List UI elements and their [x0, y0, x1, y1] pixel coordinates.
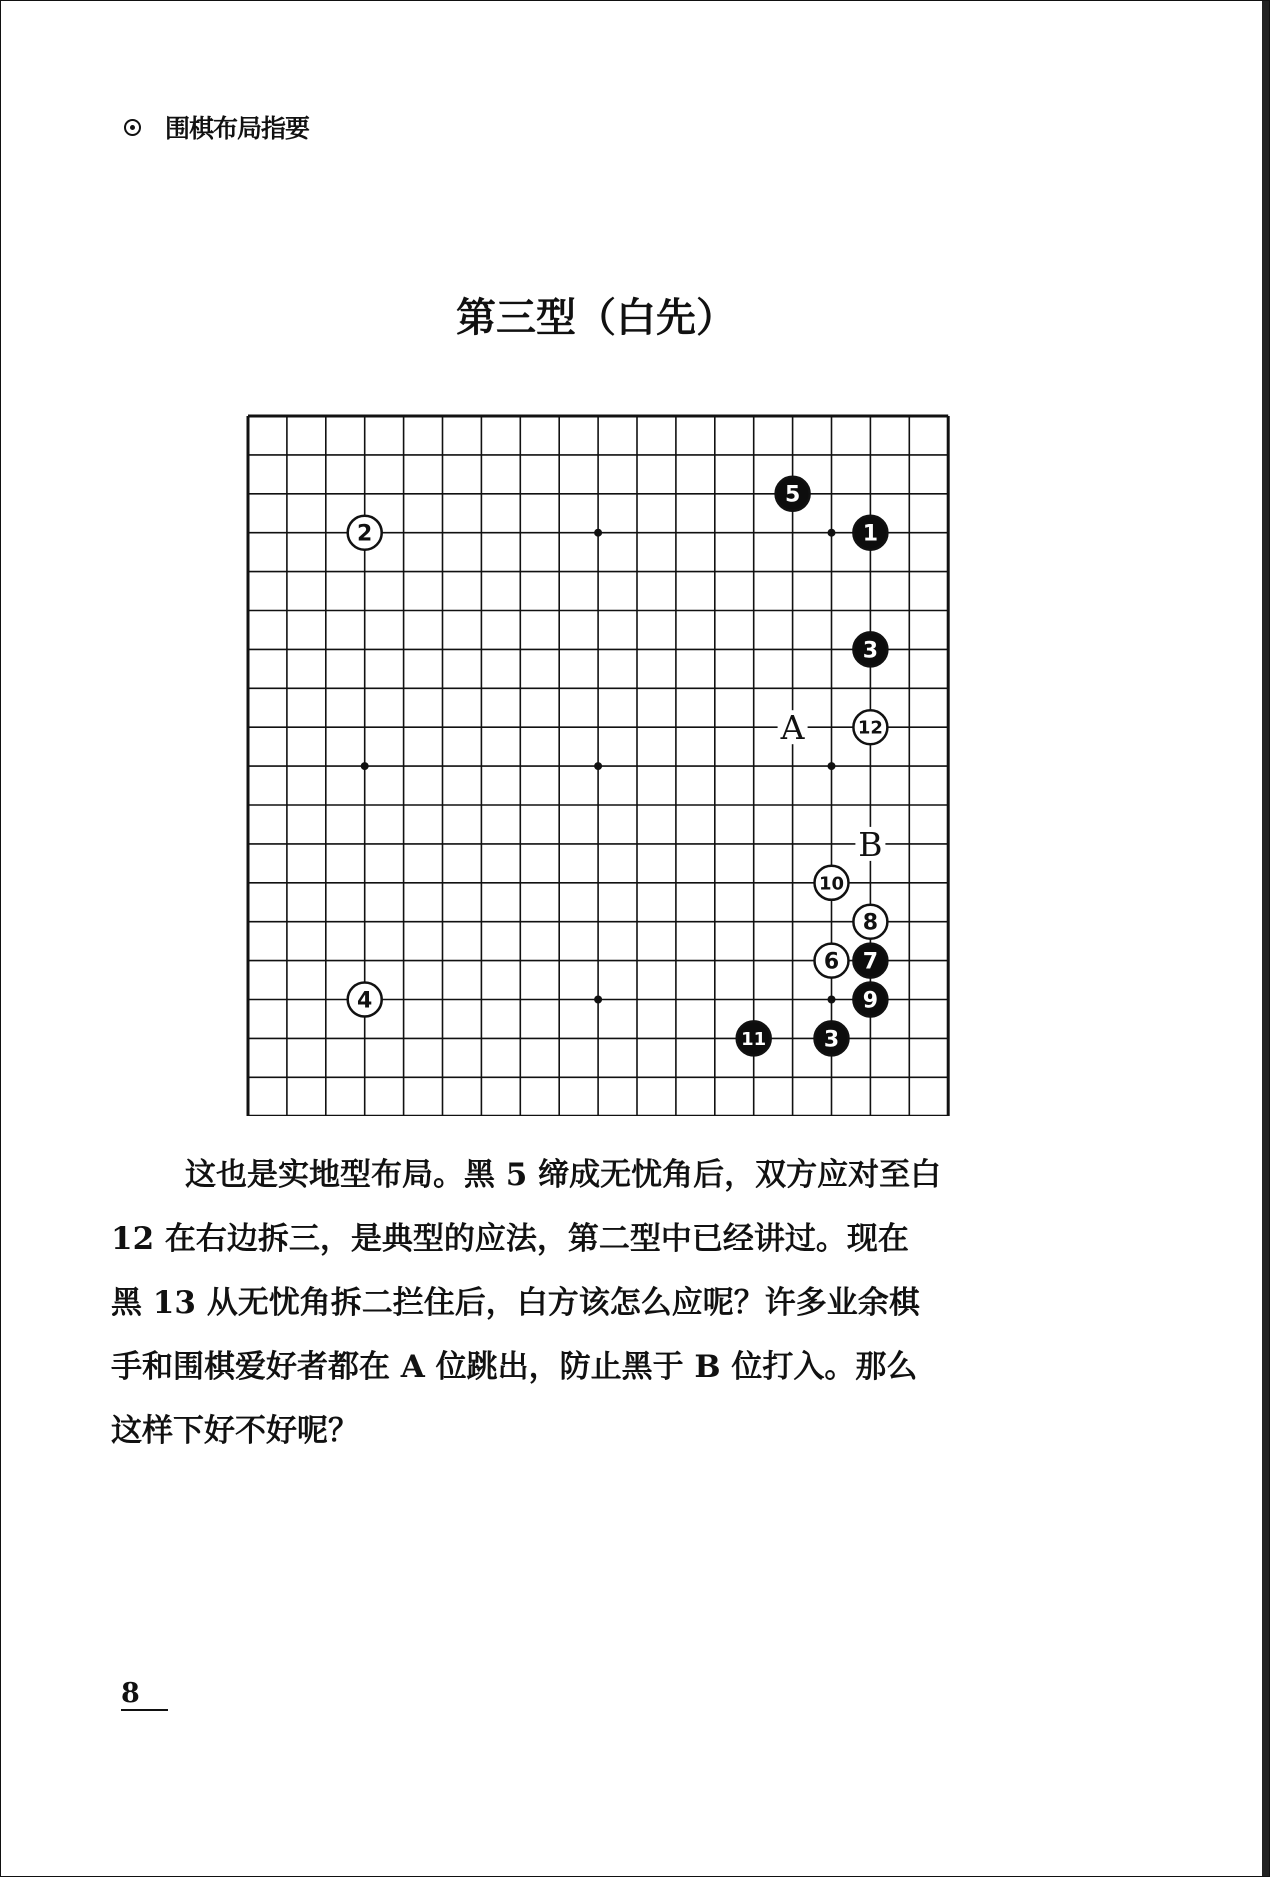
- stone-move-number: 7: [862, 949, 879, 975]
- running-header: [124, 109, 309, 145]
- body-line: 12 在右边拆三，是典型的应法，第二型中已经讲过。现在: [111, 1221, 909, 1257]
- circle-dot-icon: [124, 119, 141, 136]
- stone-move-number: 1: [862, 521, 879, 547]
- star-point: [361, 762, 369, 770]
- stone-move-number: 2: [357, 521, 373, 547]
- star-point: [828, 529, 836, 537]
- stone-move-number: 9: [862, 988, 879, 1014]
- body-line: 这样下好不好呢？: [111, 1413, 359, 1449]
- stone-move-number: 10: [818, 873, 845, 895]
- body-line: 手和围棋爱好者都在 A 位跳出，防止黑于 B 位打入。那么: [111, 1349, 918, 1385]
- stone-move-number: 5: [784, 482, 801, 508]
- board-mark-label: A: [780, 708, 805, 748]
- stone-move-number: 4: [357, 988, 373, 1014]
- star-point: [594, 996, 602, 1004]
- stone-move-number: 11: [741, 1028, 767, 1050]
- section-title: 第三型（白先）: [456, 294, 736, 341]
- body-line: 这也是实地型布局。黑 5 缔成无忧角后，双方应对至白: [185, 1157, 942, 1193]
- star-point: [828, 762, 836, 770]
- star-point: [828, 996, 836, 1004]
- stone-move-number: 8: [862, 910, 879, 936]
- board-mark-label: B: [858, 824, 883, 864]
- stone-move-number: 12: [857, 717, 883, 739]
- star-point: [594, 762, 602, 770]
- body-line: 黑 13 从无忧角拆二拦住后，白方该怎么应呢？许多业余棋: [111, 1285, 920, 1321]
- go-board-diagram: [231, 406, 951, 1116]
- stone-move-number: 6: [823, 949, 840, 975]
- book-title: 围棋布局指要: [165, 114, 310, 143]
- star-point: [594, 529, 602, 537]
- page-number: 8: [121, 1679, 168, 1711]
- body-paragraph: [111, 1143, 1061, 1463]
- stone-move-number: 3: [862, 638, 879, 664]
- stone-move-number: 3: [823, 1027, 840, 1053]
